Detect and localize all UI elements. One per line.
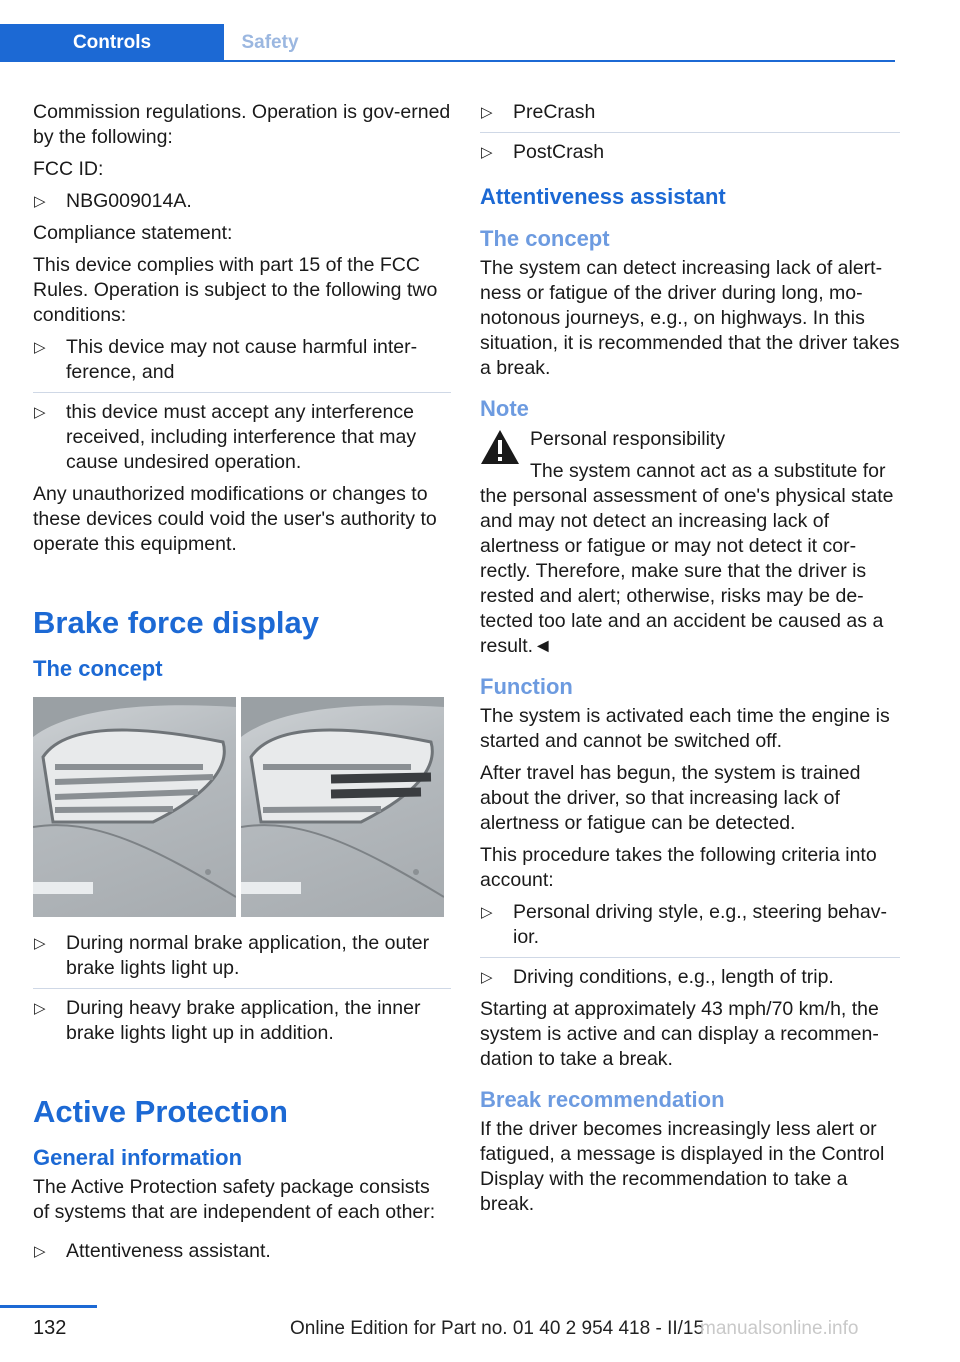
heading-active-protection: Active Protection [33, 1094, 288, 1129]
paragraph: Compliance statement: [33, 222, 233, 244]
heading-function: Function [480, 674, 573, 699]
list-item-text: During heavy brake application, the inner brake lights light up in addition. [66, 997, 421, 1044]
watermark: manualsonline.info [700, 1318, 859, 1339]
bullet-triangle-icon: ▷ [34, 1243, 46, 1260]
warning-text: The system cannot act as a substitute for the personal assessment of one's physical state and may not detect an increasing lack of alertness or fatigue or may not detect it cor‐rectly. Therefore, make sure that the driver is rested and alert; otherwise, risks may be de‐tected too late and an accident be caused as a result.◄ [480, 460, 894, 657]
paragraph: FCC ID: [33, 158, 104, 180]
list-item-text: NBG009014A. [66, 190, 192, 212]
bullet-triangle-icon: ▷ [34, 935, 46, 952]
bullet-triangle-icon: ▷ [34, 339, 46, 356]
heading-general-information: General information [33, 1145, 243, 1170]
list-divider [480, 957, 900, 958]
list-item [33, 1239, 451, 1264]
list-divider [480, 132, 900, 133]
heading-break-recommendation: Break recommendation [480, 1087, 725, 1112]
header-rule [0, 60, 895, 62]
bullet-triangle-icon: ▷ [481, 144, 493, 161]
left-column [33, 100, 451, 1271]
bullet-triangle-icon: ▷ [481, 969, 493, 986]
tab-controls[interactable]: Controls [0, 24, 224, 62]
paragraph: If the driver becomes increasingly less alert or fatigued, a message is displayed in the Control Display with the recommendation to take a break. [480, 1118, 885, 1215]
list-item [33, 996, 451, 1046]
paragraph: The system can detect increasing lack of alert‐ness or fatigue of the driver during long, mo‐notonous journeys, e.g., on highways. In this situation, it is recommended that the driver takes a break. [480, 257, 900, 379]
bullet-triangle-icon: ▷ [481, 904, 493, 921]
list-item-text: Attentiveness assistant. [66, 1240, 271, 1262]
edition-text: Online Edition for Part no. 01 40 2 954 418 - II/15 [290, 1318, 705, 1339]
warning-title: Personal responsibility [530, 428, 726, 450]
list-item [33, 931, 451, 981]
paragraph: After travel has begun, the system is trained about the driver, so that increasing lack of alertness or fatigue can be detected. [480, 762, 861, 834]
heading-brake-force-display: Brake force display [33, 605, 320, 640]
page-number: 132 [33, 1317, 67, 1339]
photo-normal-braking [33, 697, 236, 917]
paragraph: Starting at approximately 43 mph/70 km/h, the system is active and can display a recommen‐dation to take a break. [480, 998, 879, 1070]
bullet-triangle-icon: ▷ [34, 1000, 46, 1017]
list-item-text: This device may not cause harmful inter‐ference, and [66, 336, 418, 383]
paragraph: Commission regulations. Operation is gov‐erned by the following: [33, 101, 451, 148]
list-divider [33, 988, 451, 989]
paragraph: This device complies with part 15 of the FCC Rules. Operation is subject to the following two conditions: [33, 254, 438, 326]
bullet-triangle-icon: ▷ [481, 104, 493, 121]
bullet-triangle-icon: ▷ [34, 193, 46, 210]
bullet-triangle-icon: ▷ [34, 404, 46, 421]
section-tabs [0, 24, 895, 62]
brake-light-photos [33, 697, 451, 917]
heading-note: Note [480, 396, 529, 421]
footer-rule [0, 1305, 97, 1308]
heading-the-concept: The concept [33, 656, 163, 681]
photo-heavy-braking [241, 697, 444, 917]
list-item-text: During normal brake application, the outer brake lights light up. [66, 932, 430, 979]
paragraph: Any unauthorized modifications or changes to these devices could void the user's authority to operate this equipment. [33, 483, 437, 555]
list-divider [33, 392, 451, 393]
list-item [480, 965, 900, 990]
list-item [480, 140, 900, 165]
list-item-text: Driving conditions, e.g., length of trip. [513, 966, 834, 988]
warning-box [480, 427, 900, 659]
paragraph: The system is activated each time the engine is started and cannot be switched off. [480, 705, 890, 752]
tab-safety[interactable]: Safety [241, 32, 299, 53]
list-item [33, 400, 451, 475]
heading-the-concept: The concept [480, 226, 610, 251]
list-item [480, 900, 900, 950]
paragraph: This procedure takes the following criteria into account: [480, 844, 877, 891]
list-item-text: PreCrash [513, 101, 596, 123]
paragraph: The Active Protection safety package consists of systems that are independent of each other: [33, 1176, 436, 1223]
list-item [33, 189, 451, 214]
right-column [480, 100, 900, 1224]
warning-triangle-icon [480, 429, 520, 472]
list-item-text: PostCrash [513, 141, 605, 163]
list-item-text: Personal driving style, e.g., steering behav‐ior. [513, 901, 887, 948]
list-item [480, 100, 900, 125]
list-item-text: this device must accept any interference received, including interference that may cause undesired operation. [66, 401, 417, 473]
heading-attentiveness-assistant: Attentiveness assistant [480, 184, 726, 209]
list-item [33, 335, 451, 385]
